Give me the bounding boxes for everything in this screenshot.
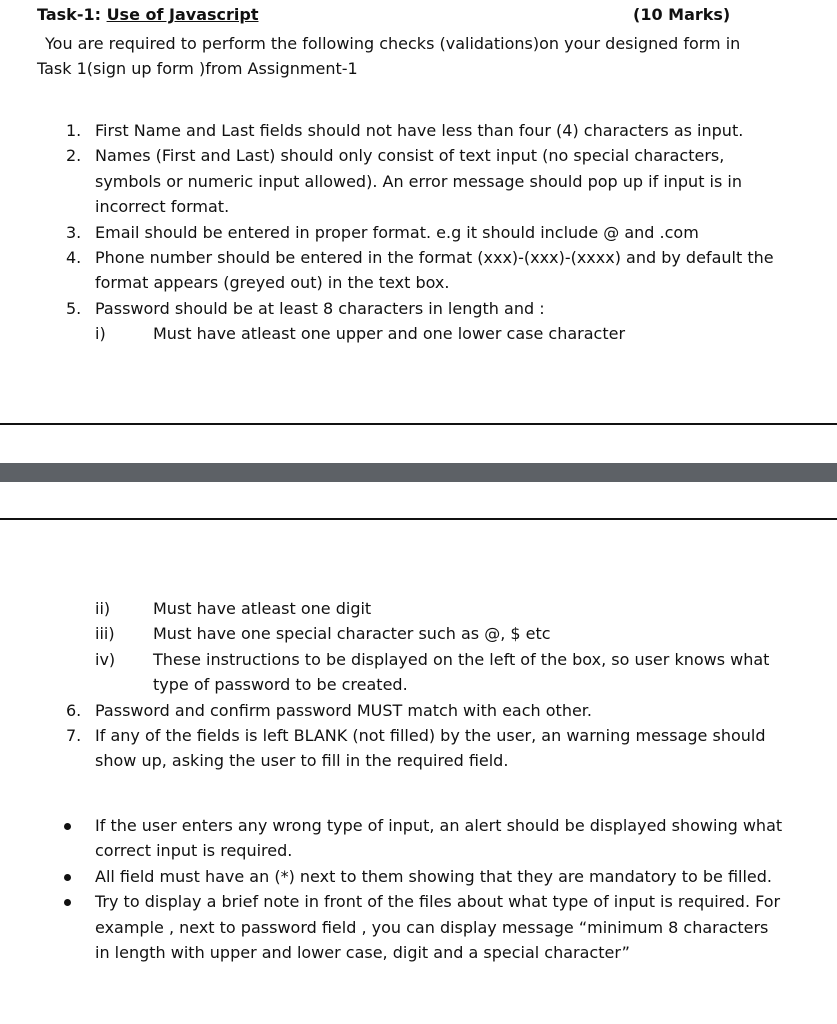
- sub-list-continued: [0, 596, 837, 774]
- sub-list-item: [0, 647, 837, 698]
- list-number: 4.: [66, 248, 82, 268]
- page-divider-bottom: [0, 518, 837, 520]
- list-text: Names (First and Last) should only consist of text input (no special characters, symbols or numeric input allowed). An error message should pop up if input is in incorrect format.: [95, 146, 743, 217]
- sub-list-item: [0, 596, 837, 621]
- task-label: Task-1:: [37, 5, 107, 24]
- marks-label: (10 Marks): [633, 5, 731, 24]
- sub-list-item: [0, 321, 837, 346]
- sub-list-number: iii): [95, 624, 115, 644]
- bullet-item: [0, 889, 837, 965]
- list-number: 7.: [66, 726, 82, 746]
- list-number: 3.: [66, 222, 82, 242]
- list-item: [0, 296, 837, 321]
- task-heading: [37, 2, 807, 27]
- list-item: [0, 118, 837, 143]
- sub-list-number: iv): [95, 649, 116, 669]
- list-item: [0, 723, 837, 774]
- bullet-item: [0, 813, 837, 864]
- list-text: Phone number should be entered in the format (xxx)-(xxx)-(xxxx) and by default the format appears (greyed out) in the text box.: [95, 248, 774, 293]
- sub-list-number: i): [95, 324, 106, 344]
- bullet-text: Try to display a brief note in front of the files about what type of input is required. For example , next to password field , you can display message “minimum 8 characters in length with upper and lower case, digit and a special character”: [95, 892, 781, 963]
- list-number: 6.: [66, 700, 82, 720]
- sub-list-text: These instructions to be displayed on the left of the box, so user knows what type of password to be created.: [153, 649, 770, 695]
- intro-line-1: You are required to perform the following checks (validations)on your designed form in: [45, 34, 741, 53]
- task-title: Use of Javascript: [106, 5, 259, 24]
- bullet-text: If the user enters any wrong type of input, an alert should be displayed showing what correct input is required.: [95, 816, 783, 861]
- bullet-item: [0, 864, 837, 889]
- list-item: [0, 220, 837, 245]
- list-text: Email should be entered in proper format. e.g it should include @ and .com: [95, 222, 699, 242]
- sub-list-text: Must have atleast one digit: [153, 599, 372, 618]
- list-text: Password should be at least 8 characters in length and :: [95, 298, 545, 318]
- list-text: First Name and Last fields should not have less than four (4) characters as input.: [95, 121, 744, 140]
- sub-list-number: ii): [95, 599, 111, 618]
- list-number: 1.: [66, 121, 82, 140]
- numbered-list: [0, 118, 837, 347]
- list-number: 2.: [66, 146, 82, 166]
- sub-list-text: Must have atleast one upper and one lower case character: [153, 324, 626, 344]
- bullet-text: All field must have an (*) next to them showing that they are mandatory to be filled.: [95, 866, 773, 886]
- list-item: [0, 698, 837, 723]
- bullet-dot-icon: [64, 874, 71, 881]
- list-number: 5.: [66, 298, 82, 318]
- bullet-list: [0, 813, 837, 965]
- intro-line-2: Task 1(sign up form )from Assignment-1: [37, 59, 358, 79]
- intro-paragraph: [37, 31, 807, 82]
- page-divider-top: [0, 423, 837, 425]
- list-item: [0, 143, 837, 219]
- bullet-dot-icon: [64, 899, 71, 906]
- list-item: [0, 245, 837, 296]
- page-break-band: [0, 463, 837, 482]
- list-text: Password and confirm password MUST match with each other.: [95, 700, 592, 720]
- sub-list-item: [0, 621, 837, 646]
- list-text: If any of the fields is left BLANK (not filled) by the user, an warning message should show up, asking the user to fill in the required field.: [95, 726, 766, 771]
- sub-list-text: Must have one special character such as @, $ etc: [153, 624, 551, 644]
- bullet-dot-icon: [64, 823, 71, 830]
